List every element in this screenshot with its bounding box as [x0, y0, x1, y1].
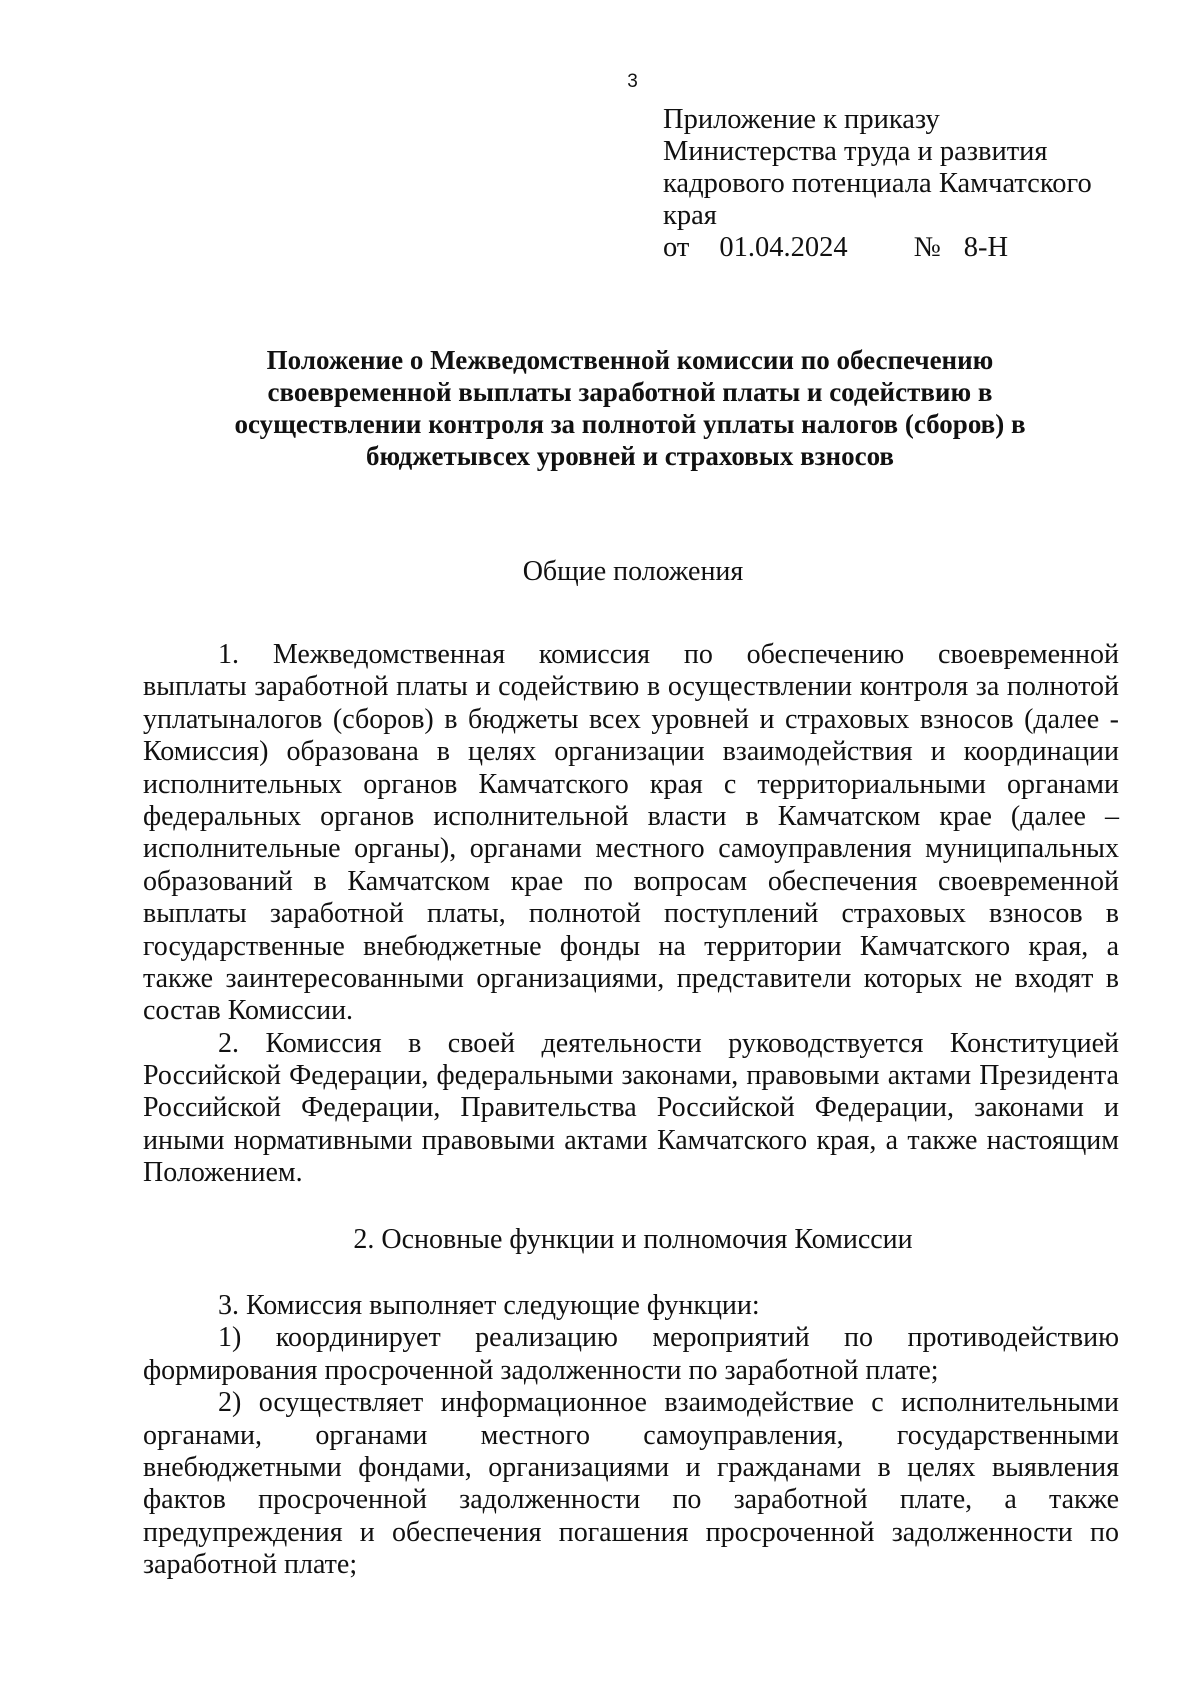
order-date: 01.04.2024 — [719, 232, 848, 263]
appendix-line: Министерства труда и развития — [663, 136, 1048, 167]
title-line: бюджетывсех уровней и страховых взносов — [366, 441, 894, 471]
paragraph-line: также заинтересованными организациями, представители которых не входят в — [143, 962, 1119, 994]
paragraph-line: заработной плате; — [143, 1549, 358, 1581]
order-number: 8-Н — [963, 232, 1009, 263]
paragraph-line: уплатыналогов (сборов) в бюджеты всех уровней и страховых взносов (далее - — [143, 703, 1119, 735]
paragraph-line: 1. Межведомственная комиссия по обеспечению своевременной — [218, 639, 1119, 670]
paragraph-line: исполнительных органов Камчатского края с территориальными органами — [143, 768, 1119, 800]
paragraph-line: Положением. — [143, 1157, 303, 1189]
section-heading-general: Общие положения — [522, 556, 744, 587]
paragraph-line: состав Комиссии. — [143, 995, 354, 1027]
appendix-line: Приложение к приказу — [663, 104, 940, 135]
paragraph-line: органами, органами местного самоуправления, государственными — [143, 1419, 1119, 1451]
appendix-line: края — [663, 200, 717, 231]
document-title — [140, 344, 1120, 472]
paragraph-line: Российской Федерации, федеральными законами, правовыми актами Президента — [143, 1060, 1119, 1092]
paragraph-line: 2) осуществляет информационное взаимодействие с исполнительными — [218, 1387, 1119, 1419]
paragraph-line: федеральных органов исполнительной власти в Камчатском крае (далее – — [143, 800, 1119, 832]
section-heading-functions: 2. Основные функции и полномочия Комиссии — [353, 1224, 913, 1255]
paragraph-line: Комиссия) образована в целях организации взаимодействия и координации — [143, 736, 1119, 768]
title-line: осуществлении контроля за полнотой уплаты налогов (сборов) в — [234, 409, 1026, 439]
section-general-body — [143, 639, 1119, 1190]
paragraph-line: государственные внебюджетные фонды на территории Камчатского края, а — [143, 930, 1119, 962]
paragraph-line: фактов просроченной задолженности по заработной плате, а также — [143, 1484, 1119, 1516]
paragraph-line: выплаты заработной платы и содействию в осуществлении контроля за полнотой — [143, 671, 1119, 703]
page-number: 3 — [627, 71, 638, 92]
paragraph-line: образований в Камчатском крае по вопросам обеспечения своевременной — [143, 865, 1119, 897]
appendix-line: кадрового потенциала Камчатского — [663, 168, 1092, 199]
paragraph-line: Российской Федерации, Правительства Российской Федерации, законами и — [143, 1092, 1119, 1124]
order-number-label: № — [913, 232, 941, 263]
paragraph-line: выплаты заработной платы, полнотой поступлений страховых взносов в — [143, 898, 1119, 930]
paragraph-line: 3. Комиссия выполняет следующие функции: — [218, 1290, 760, 1321]
paragraph-line: предупреждения и обеспечения погашения просроченной задолженности по — [143, 1516, 1119, 1548]
appendix-block — [663, 104, 1143, 264]
paragraph-line: внебюджетными фондами, организациями и гражданами в целях выявления — [143, 1451, 1119, 1483]
paragraph-line: формирования просроченной задолженности по заработной плате; — [143, 1354, 939, 1386]
paragraph-line: исполнительные органы), органами местного самоуправления муниципальных — [143, 833, 1119, 865]
order-details — [663, 232, 1143, 264]
order-from-label: от — [663, 232, 690, 263]
section-functions-body — [143, 1290, 1119, 1582]
paragraph-line: иными нормативными правовыми актами Камчатского края, а также настоящим — [143, 1124, 1119, 1156]
title-line: своевременной выплаты заработной платы и содействию в — [267, 377, 993, 407]
paragraph-line: 1) координирует реализацию мероприятий по противодействию — [218, 1322, 1119, 1354]
title-line: Положение о Межведомственной комиссии по обеспечению — [266, 345, 994, 375]
paragraph-line: 2. Комиссия в своей деятельности руководствуется Конституцией — [218, 1027, 1119, 1059]
